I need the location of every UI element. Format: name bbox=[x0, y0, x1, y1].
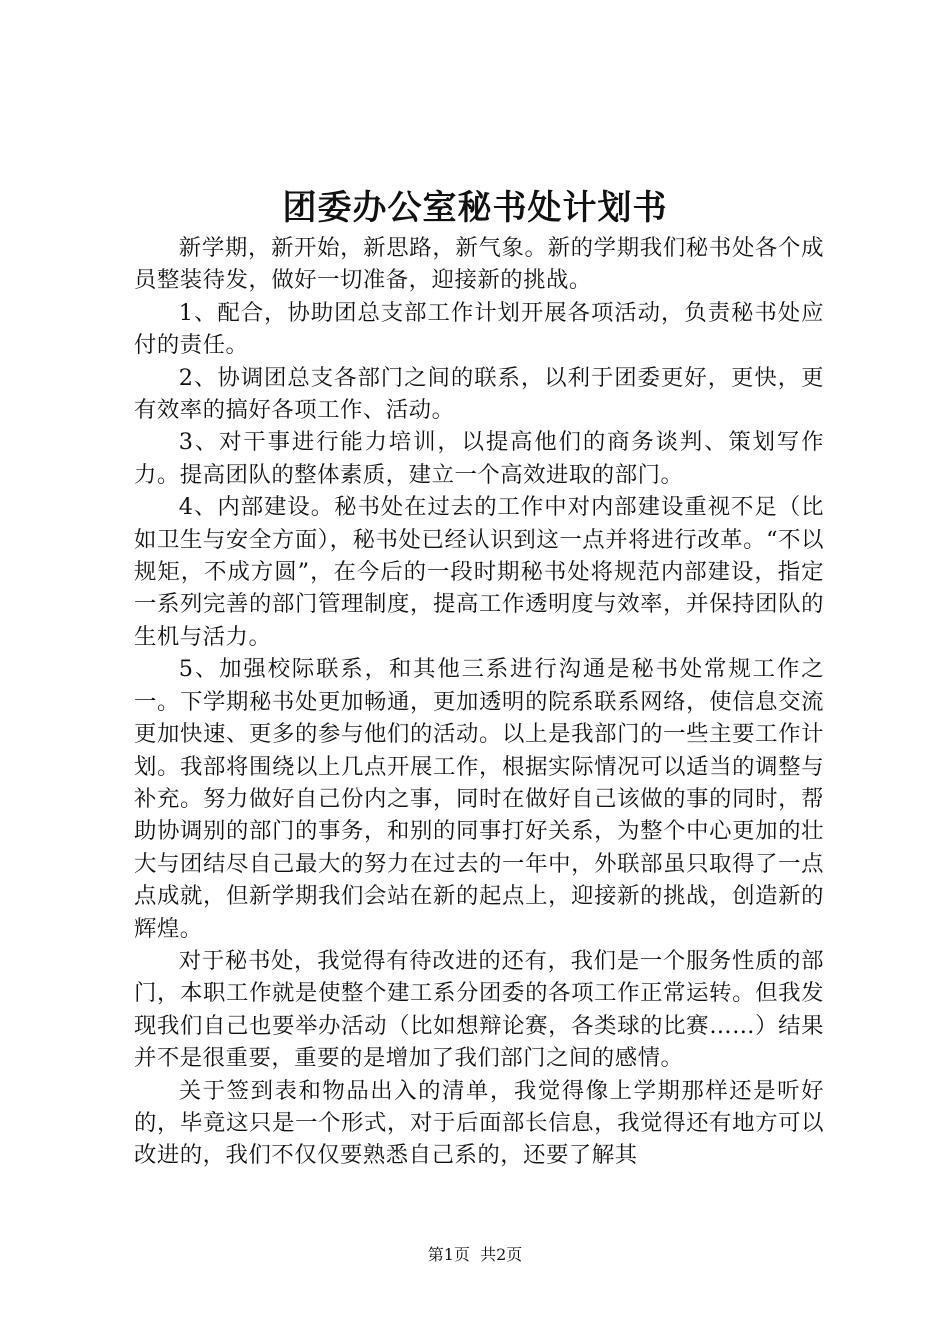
paragraph-item-2: 2、协调团总支各部门之间的联系，以利于团委更好，更快，更有效率的搞好各项工作、活动。 bbox=[134, 364, 824, 424]
paragraph-sign-in: 关于签到表和物品出入的清单，我觉得像上学期那样还是听好的，毕竟这只是一个形式，对于后面部长信息，我觉得还有地方可以改进的，我们不仅仅要熟悉自己系的，还要了解其 bbox=[134, 1077, 824, 1169]
document-title: 团委办公室秘书处计划书 bbox=[282, 188, 668, 228]
paragraph-item-5: 5、加强校际联系，和其他三系进行沟通是秘书处常规工作之一。下学期秘书处更加畅通，更加透明的院系联系网络，使信息交流更加快速、更多的参与他们的活动。以上是我部门的一些主要工作计划。我部将围绕以上几点开展工作，根据实际情况可以适当的调整与补充。努力做好自己份内之事，同时在做好自己该做的事的同时，帮助协调别的部门的事务，和别的同事打好关系，为整个中心更加的壮大与团结尽自己最大的努力在过去的一年中，外联部虽只取得了一点点成就，但新学期我们会站在新的起点上，迎接新的挑战，创造新的辉煌。 bbox=[134, 656, 824, 942]
paragraph-improvement: 对于秘书处，我觉得有待改进的还有，我们是一个服务性质的部门，本职工作就是使整个建工系分团委的各项工作正常运转。但我发现我们自己也要举办活动（比如想辩论赛，各类球的比赛……）结果并不是很重要，重要的是增加了我们部门之间的感情。 bbox=[134, 947, 824, 1072]
paragraph-item-3: 3、对干事进行能力培训，以提高他们的商务谈判、策划写作力。提高团队的整体素质，建立一个高效进取的部门。 bbox=[134, 429, 824, 488]
paragraph-intro: 新学期，新开始，新思路，新气象。新的学期我们秘书处各个成员整装待发，做好一切准备，迎接新的挑战。 bbox=[134, 235, 824, 294]
page-number: 第1页 共2页 bbox=[427, 1245, 523, 1264]
paragraph-item-1: 1、配合，协助团总支部工作计划开展各项活动，负责秘书处应付的责任。 bbox=[134, 299, 824, 359]
document-body bbox=[134, 232, 824, 1172]
page-footer bbox=[0, 1243, 950, 1267]
paragraph-item-4: 4、内部建设。秘书处在过去的工作中对内部建设重视不足（比如卫生与安全方面），秘书处已经认识到这一点并将进行改革。“不以规矩，不成方圆”，在今后的一段时期秘书处将规范内部建设，指定一系列完善的部门管理制度，提高工作透明度与效率，并保持团队的生机与活力。 bbox=[134, 494, 824, 650]
